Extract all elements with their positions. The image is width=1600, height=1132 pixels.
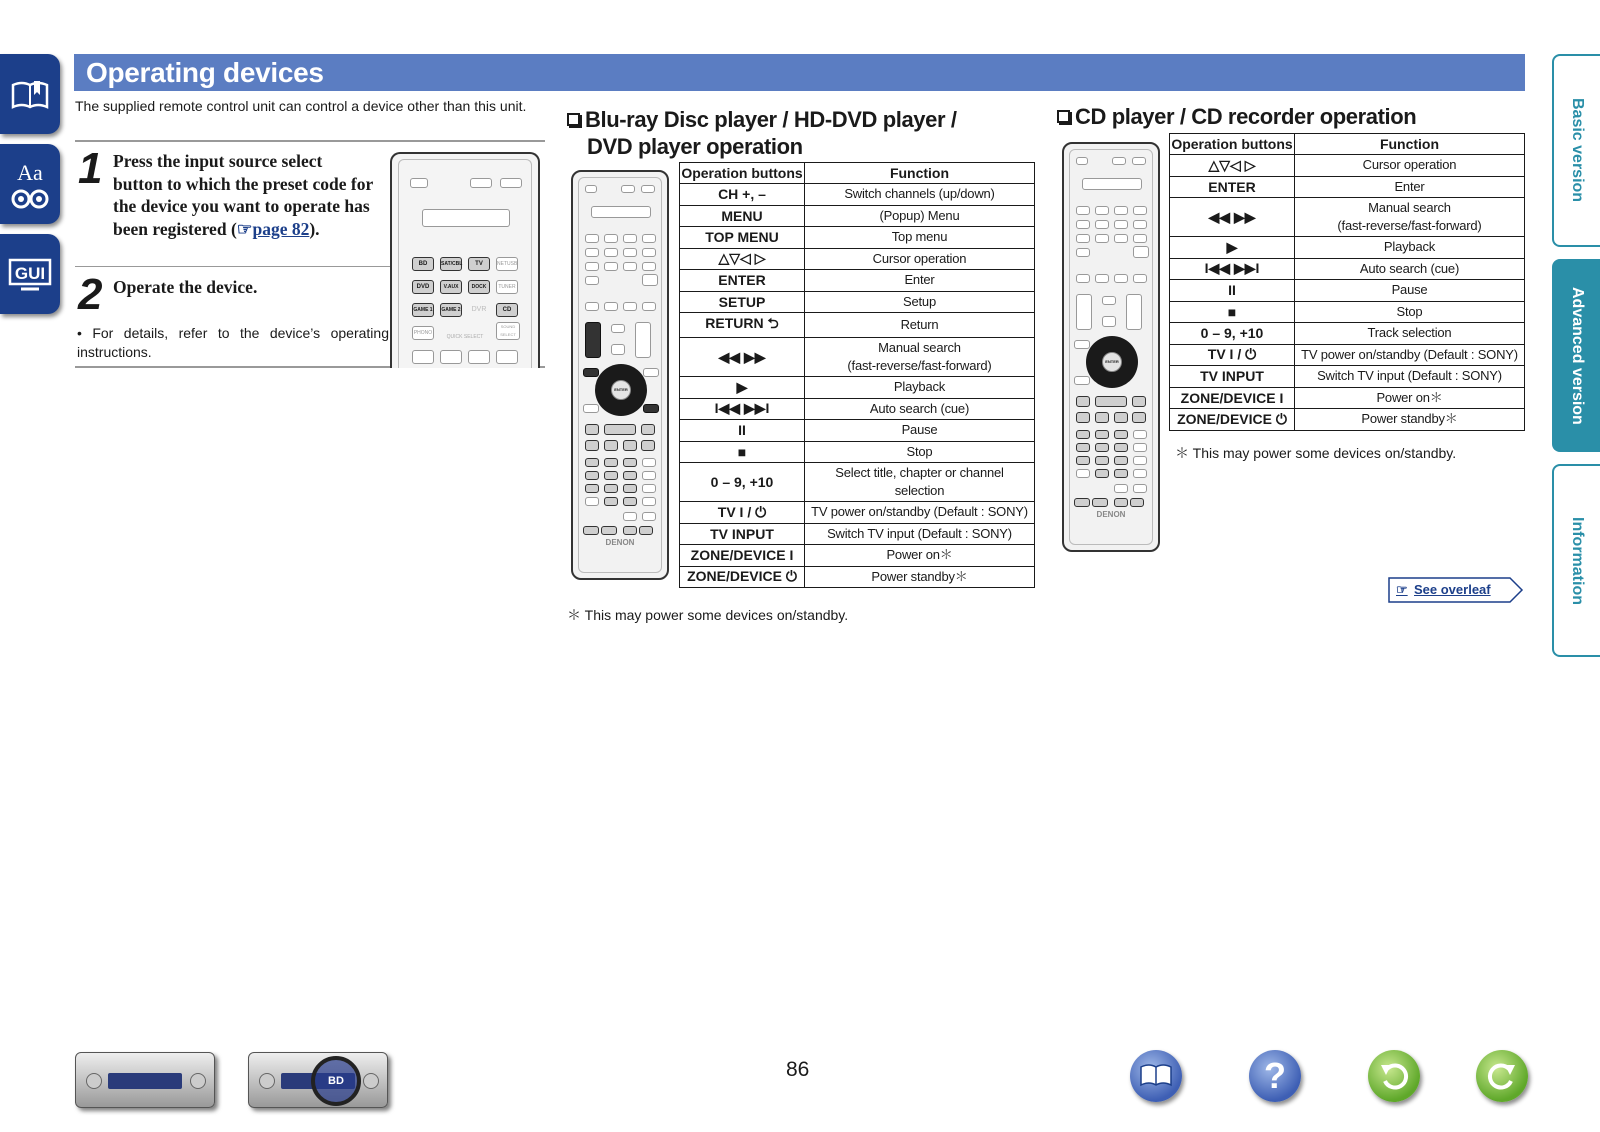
step-1-link-close: ).	[309, 218, 320, 239]
magnifier-icon	[311, 1056, 361, 1106]
cd-table-row	[1170, 301, 1525, 323]
bluray-function-cell: TV power on/standby (Default : SONY)	[805, 502, 1035, 524]
remote-1-brand: DENON	[605, 538, 635, 547]
cd-function-cell: Auto search (cue)	[1295, 258, 1525, 280]
cd-heading	[1057, 103, 1416, 130]
see-overleaf-label: See overleaf	[1414, 582, 1491, 597]
tv-input-button: TV	[468, 257, 490, 271]
cd-function-cell: Enter	[1295, 176, 1525, 198]
bluray-function-cell: Enter	[805, 270, 1035, 292]
bluray-function-cell: Auto search (cue)	[805, 398, 1035, 420]
bluray-button-cell: ENTER	[680, 270, 805, 292]
tab-information-label: Information	[1569, 516, 1586, 605]
tab-advanced-version-label: Advanced version	[1569, 286, 1586, 425]
bluray-col-buttons: Operation buttons	[680, 163, 805, 184]
cd-heading-text: CD player / CD recorder operation	[1075, 104, 1417, 129]
bluray-function-cell: Select title, chapter or channel selection	[805, 463, 1035, 502]
cd-function-cell: Power standby＊	[1295, 409, 1525, 431]
quick-select-label: QUICK SELECT	[446, 334, 484, 340]
bluray-col-function: Function	[805, 163, 1035, 184]
bluray-function-cell: Power standby＊	[805, 566, 1035, 588]
cd-table-row	[1170, 176, 1525, 198]
bluray-function-cell: Power on＊	[805, 545, 1035, 567]
forward-button[interactable]	[1476, 1050, 1528, 1102]
bluray-function-cell: Playback	[805, 377, 1035, 399]
dock-input-button: DOCK	[468, 280, 490, 294]
tuner-input-button: TUNER	[496, 280, 518, 294]
cd-table-row	[1170, 237, 1525, 259]
bluray-operation-table	[679, 162, 1035, 588]
forward-arrow-icon	[1485, 1059, 1519, 1093]
cd-button-cell: TV INPUT	[1170, 366, 1295, 388]
cd-function-cell: Playback	[1295, 237, 1525, 259]
index-icon-label: Aa	[17, 160, 43, 185]
remote-2-brand: DENON	[1096, 510, 1126, 519]
dvr-input-label: DVR	[471, 306, 487, 313]
back-button[interactable]	[1368, 1050, 1420, 1102]
game1-input-button: GAME 1	[412, 303, 434, 317]
step-divider	[75, 266, 390, 267]
cd-table-row	[1170, 280, 1525, 302]
step-1-link-open: (	[230, 218, 237, 239]
cd-button-cell: △▽◁ ▷	[1170, 155, 1295, 177]
pointing-hand-icon: ☞	[1396, 582, 1408, 597]
bluray-button-cell: ◀◀ ▶▶	[680, 338, 805, 377]
bluray-function-cell: Top menu	[805, 227, 1035, 249]
index-tab[interactable]	[0, 144, 60, 224]
bluray-table-row	[680, 270, 1035, 292]
pointing-hand-icon: ☞	[236, 218, 253, 239]
bluray-table-row	[680, 248, 1035, 270]
bluray-function-cell: Return	[805, 313, 1035, 338]
cd-operation-table	[1169, 133, 1525, 431]
bluray-heading-line2: DVD player operation	[587, 134, 803, 159]
dvd-input-button: DVD	[412, 280, 434, 294]
step-1-number: 1	[78, 144, 103, 193]
bluray-button-cell: MENU	[680, 205, 805, 227]
cd-button-cell: II	[1170, 280, 1295, 302]
cd-col-function: Function	[1295, 134, 1525, 155]
bluray-button-cell: TV I / ⏻	[680, 502, 805, 524]
tab-basic-version[interactable]	[1552, 54, 1600, 247]
index-icon	[9, 154, 51, 214]
cd-col-buttons: Operation buttons	[1170, 134, 1295, 155]
front-panel-icon[interactable]	[75, 1052, 215, 1108]
bluray-heading-line1: Blu-ray Disc player / HD-DVD player /	[585, 107, 957, 132]
cd-function-cell: Stop	[1295, 301, 1525, 323]
bluray-table-row	[680, 545, 1035, 567]
cd-table-row	[1170, 409, 1525, 431]
section-checkbox-icon	[1057, 110, 1070, 123]
cd-button-cell: ◀◀ ▶▶	[1170, 198, 1295, 237]
tab-information[interactable]	[1552, 464, 1600, 657]
cd-input-button: CD	[496, 303, 518, 317]
page-82-link[interactable]: page 82	[252, 218, 310, 239]
bluray-table-row	[680, 463, 1035, 502]
remote-input-closeup	[390, 152, 540, 368]
help-button[interactable]	[1249, 1050, 1301, 1102]
bluray-function-cell: Switch TV input (Default : SONY)	[805, 523, 1035, 545]
bluray-table-row	[680, 566, 1035, 588]
cd-button-cell: ZONE/DEVICE ⏻	[1170, 409, 1295, 431]
bluray-button-cell: RETURN ⮌	[680, 313, 805, 338]
bluray-footnote: ＊ This may power some devices on/standby.	[567, 607, 849, 623]
page-number: 86	[786, 1058, 810, 1081]
tab-advanced-version[interactable]	[1552, 259, 1600, 452]
bluray-table-row	[680, 184, 1035, 206]
netusb-input-button: NETUSB	[496, 257, 518, 271]
vaux-input-button: V.AUX	[440, 280, 462, 294]
bluray-function-cell: Cursor operation	[805, 248, 1035, 270]
cd-button-cell: ■	[1170, 301, 1295, 323]
bluray-table-row	[680, 420, 1035, 442]
step-1-text	[113, 150, 375, 240]
gui-icon-label: GUI	[14, 264, 46, 283]
bluray-button-cell: TOP MENU	[680, 227, 805, 249]
bluray-button-cell: ZONE/DEVICE ⏻	[680, 566, 805, 588]
gui-icon	[7, 256, 53, 292]
remote-control-image-1	[571, 170, 669, 580]
bluray-button-cell: ▶	[680, 377, 805, 399]
bluray-function-cell: (Popup) Menu	[805, 205, 1035, 227]
bd-input-button: BD	[412, 257, 434, 271]
cd-function-cell: Pause	[1295, 280, 1525, 302]
cd-button-cell: I◀◀ ▶▶I	[1170, 258, 1295, 280]
bluray-button-cell: I◀◀ ▶▶I	[680, 398, 805, 420]
remote-2-enter-button: ENTER	[1102, 352, 1122, 372]
section-checkbox-icon	[567, 113, 580, 126]
bluray-table-row	[680, 441, 1035, 463]
cd-button-cell: ▶	[1170, 237, 1295, 259]
step-2-number: 2	[78, 270, 103, 319]
bluray-table-row	[680, 313, 1035, 338]
contents-tab[interactable]	[0, 54, 60, 134]
bluray-table-row	[680, 502, 1035, 524]
cd-table-row	[1170, 258, 1525, 280]
step-2-note: • For details, refer to the device’s operating instructions.	[77, 325, 389, 360]
bluray-table-row	[680, 227, 1035, 249]
cd-function-cell: Power on＊	[1295, 387, 1525, 409]
step-1-instruction: Press the input source select button to which the preset code for the device you want to operate has been registered	[113, 151, 373, 239]
bluray-button-cell: 0 – 9, +10	[680, 463, 805, 502]
cd-button-cell: ZONE/DEVICE I	[1170, 387, 1295, 409]
book-icon	[10, 77, 50, 111]
cd-table-row	[1170, 387, 1525, 409]
bd-badge: BD	[328, 1075, 344, 1087]
cd-button-cell: 0 – 9, +10	[1170, 323, 1295, 345]
page-title: Operating devices	[74, 54, 1525, 91]
cd-table-row	[1170, 323, 1525, 345]
bluray-table-row	[680, 398, 1035, 420]
cd-function-cell: Manual search (fast-reverse/fast-forward)	[1295, 198, 1525, 237]
question-mark-icon: ?	[1264, 1055, 1286, 1096]
cd-function-cell: Cursor operation	[1295, 155, 1525, 177]
bluray-table-row	[680, 291, 1035, 313]
bluray-table-row	[680, 523, 1035, 545]
intro-text: The supplied remote control unit can control a device other than this unit.	[75, 98, 527, 114]
see-overleaf-link[interactable]	[1388, 577, 1524, 603]
sound-select-button: SOUND SELECT	[496, 322, 520, 340]
back-arrow-icon	[1377, 1059, 1411, 1093]
display-icon[interactable]	[248, 1052, 388, 1108]
cd-function-cell: Track selection	[1295, 323, 1525, 345]
bluray-button-cell: ZONE/DEVICE I	[680, 545, 805, 567]
contents-button[interactable]	[1130, 1050, 1182, 1102]
bluray-function-cell: Setup	[805, 291, 1035, 313]
book-icon	[1139, 1063, 1173, 1089]
bluray-function-cell: Switch channels (up/down)	[805, 184, 1035, 206]
steps-panel	[75, 140, 545, 368]
bluray-table-row	[680, 377, 1035, 399]
cd-table-row	[1170, 155, 1525, 177]
bluray-function-cell: Pause	[805, 420, 1035, 442]
bluray-button-cell: CH +, –	[680, 184, 805, 206]
satcbl-input-button: SAT/CBL	[440, 257, 462, 271]
cd-function-cell: TV power on/standby (Default : SONY)	[1295, 344, 1525, 366]
bluray-heading	[567, 106, 957, 160]
bluray-button-cell: △▽◁ ▷	[680, 248, 805, 270]
bluray-button-cell: ■	[680, 441, 805, 463]
bluray-table-row	[680, 338, 1035, 377]
bluray-table-row	[680, 205, 1035, 227]
bluray-button-cell: II	[680, 420, 805, 442]
cd-button-cell: ENTER	[1170, 176, 1295, 198]
bluray-function-cell: Stop	[805, 441, 1035, 463]
tab-basic-version-label: Basic version	[1569, 98, 1586, 203]
bluray-function-cell: Manual search (fast-reverse/fast-forward)	[805, 338, 1035, 377]
cd-table-row	[1170, 198, 1525, 237]
remote-control-image-2	[1062, 142, 1160, 552]
step-2-text: Operate the device.	[113, 277, 258, 297]
bluray-button-cell: SETUP	[680, 291, 805, 313]
cd-function-cell: Switch TV input (Default : SONY)	[1295, 366, 1525, 388]
cd-table-row	[1170, 344, 1525, 366]
phono-input-button: PHONO	[412, 326, 434, 340]
remote-1-enter-button: ENTER	[611, 380, 631, 400]
cd-button-cell: TV I / ⏻	[1170, 344, 1295, 366]
bluray-button-cell: TV INPUT	[680, 523, 805, 545]
cd-table-row	[1170, 366, 1525, 388]
gui-tab[interactable]	[0, 234, 60, 314]
game2-input-button: GAME 2	[440, 303, 462, 317]
cd-footnote: ＊ This may power some devices on/standby.	[1175, 445, 1457, 461]
